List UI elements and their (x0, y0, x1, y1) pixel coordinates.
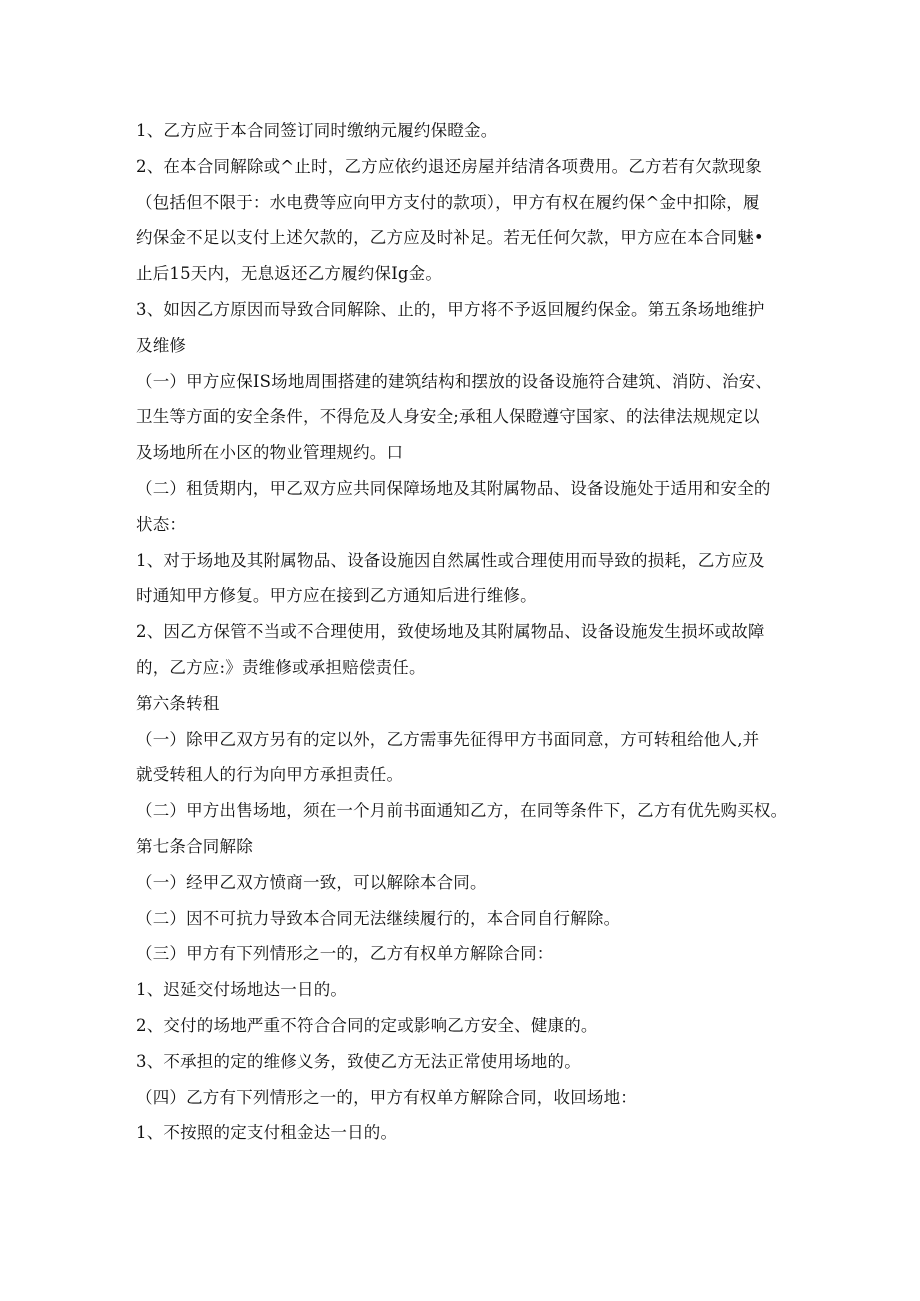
text-line: 2、交付的场地严重不符合合同的定或影响乙方安全、健康的。 (136, 1015, 598, 1035)
text-line: 状态： (136, 514, 187, 534)
text-line: （二）甲方出售场地，须在一个月前书面通知乙方，在同等条件下，乙方有优先购买权。 (136, 801, 788, 821)
text-line: 的，乙方应:》责维修或承担赔偿责任。 (136, 657, 426, 677)
text-line: 约保金不足以支付上述欠款的，乙方应及时补足。若无任何欠款，甲方应在本合同魅• (136, 228, 764, 248)
text-line: 3、如因乙方原因而导致合同解除、止的，甲方将不予返回履约保金。第五条场地维护 (136, 299, 765, 319)
text-line: （四）乙方有下列情形之一的，甲方有权单方解除合同，收回场地： (136, 1087, 637, 1107)
text-line: 及场地所在小区的物业管理规约。口 (136, 443, 404, 463)
text-line: （包括但不限于：水电费等应向甲方支付的款项），甲方有权在履约保^金中扣除，履 (136, 192, 760, 212)
text-line: 卫生等方面的安全条件，不得危及人身安全;承租人保瞪遵守国家、的法律法规规定以 (136, 407, 760, 427)
section-heading: 第六条转租 (136, 693, 220, 713)
text-line: （三）甲方有下列情形之一的，乙方有权单方解除合同： (136, 944, 554, 964)
section-heading: 第七条合同解除 (136, 836, 253, 856)
text-line: 就受转租人的行为向甲方承担责任。 (136, 765, 404, 785)
text-line: 2、因乙方保管不当或不合理使用，致使场地及其附属物品、设备设施发生损坏或故障 (136, 622, 765, 642)
text-line: 1、迟延交付场地达一日的。 (136, 980, 348, 1000)
text-line: 及维修 (136, 335, 187, 355)
text-line: （一）甲方应保IS场地周围搭建的建筑结构和摆放的设备设施符合建筑、消防、治安、 (136, 371, 773, 391)
text-line: （一）经甲乙双方愤商一致，可以解除本合同。 (136, 872, 487, 892)
text-line: 时通知甲方修复。甲方应在接到乙方通知后进行维修。 (136, 586, 537, 606)
text-line: 1、对于场地及其附属物品、设备设施因自然属性或合理使用而导致的损耗，乙方应及 (136, 550, 765, 570)
text-line: 2、在本合同解除或^止时，乙方应依约退还房屋并结清各项费用。乙方若有欠款现象 (136, 156, 762, 176)
text-line: （二）租赁期内，甲乙双方应共同保障场地及其附属物品、设备设施处于适用和安全的 (136, 478, 771, 498)
text-line: （一）除甲乙双方另有的定以外，乙方需事先征得甲方书面同意，方可转租给他人,并 (136, 729, 760, 749)
text-line: 3、不承担的定的维修义务，致使乙方无法正常使用场地的。 (136, 1051, 581, 1071)
text-line: （二）因不可抗力导致本合同无法继续履行的，本合同自行解除。 (136, 908, 621, 928)
text-line: 1、乙方应于本合同签订同时缴纳元履约保瞪金。 (136, 121, 498, 140)
document-body (136, 113, 786, 1151)
text-line: 1、不按照的定支付租金达一日的。 (136, 1123, 398, 1143)
text-line: 止后15天内，无息返还乙方履约保Ig金。 (136, 264, 443, 284)
